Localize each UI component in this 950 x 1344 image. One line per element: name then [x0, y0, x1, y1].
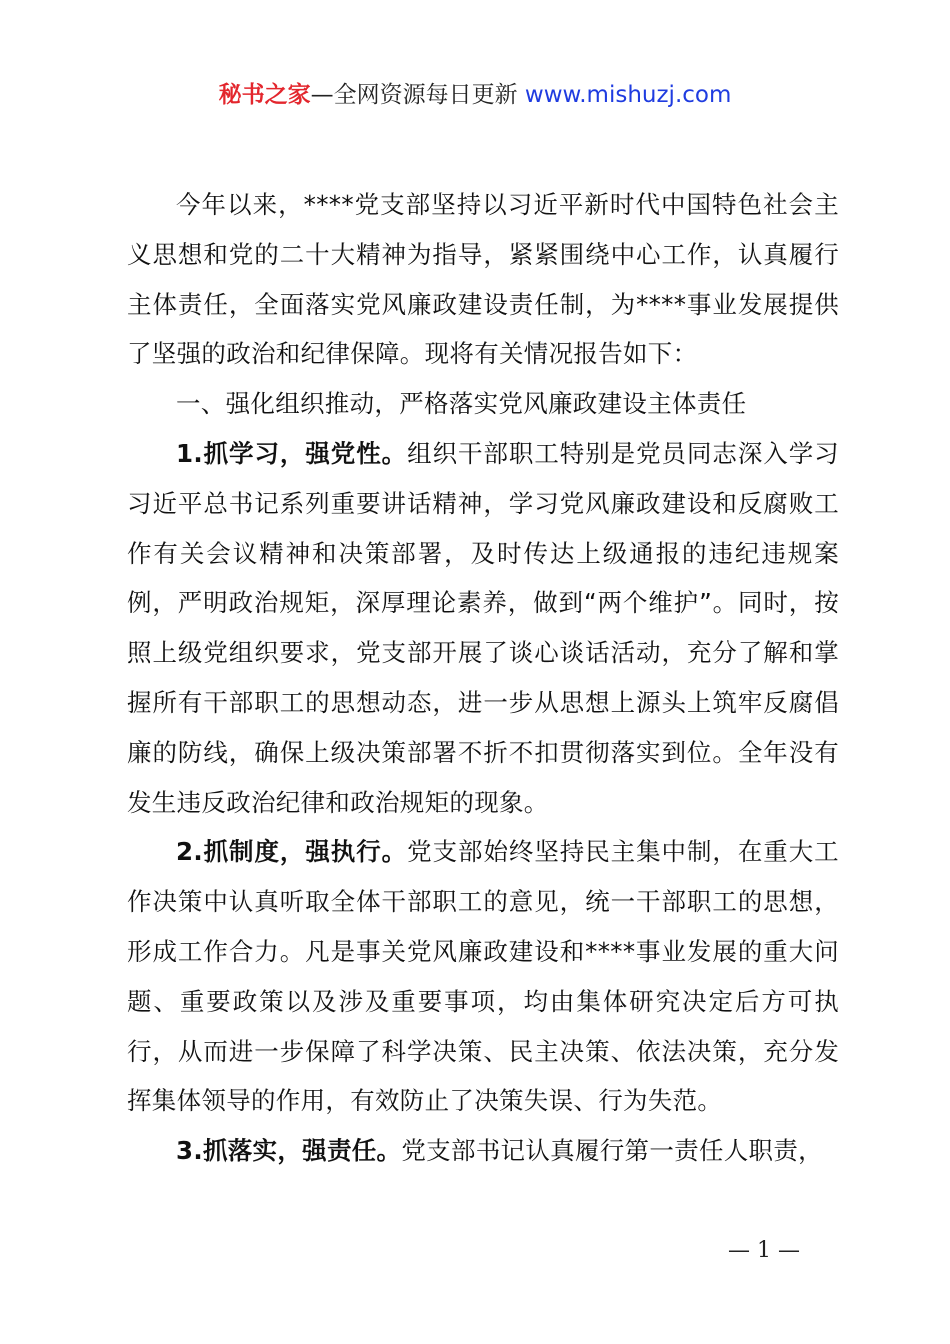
item-paragraph-1 — [127, 429, 839, 827]
document-body — [127, 180, 839, 1176]
section-heading: 一、强化组织推动，严格落实党风廉政建设主体责任 — [176, 389, 747, 419]
item-paragraph-2 — [127, 827, 839, 1126]
item-paragraph-3 — [127, 1126, 839, 1176]
site-url-link[interactable]: www.mishuzj.com — [524, 82, 732, 108]
intro-paragraph: 今年以来，****党支部坚持以习近平新时代中国特色社会主义思想和党的二十大精神为指导，紧紧围绕中心工作，认真履行主体责任，全面落实党风廉政建设责任制，为****事业发展提供了坚强的政治和纪律保障。现将有关情况报告如下： — [127, 190, 839, 369]
item-lead-2: 2.抓制度，强执行。 — [176, 837, 408, 867]
page-header — [0, 78, 950, 112]
item-text-2: 党支部始终坚持民主集中制，在重大工作决策中认真听取全体干部职工的意见，统一干部职工的思想，形成工作合力。凡是事关党风廉政建设和****事业发展的重大问题、重要政策以及涉及重要事项，均由集体研究决定后方可执行，从而进一步保障了科学决策、民主决策、依法决策，充分发挥集体领导的作用，有效防止了决策失误、行为失范。 — [127, 837, 839, 1116]
brand-name: 秘书之家 — [218, 82, 311, 108]
item-lead-3: 3.抓落实，强责任。 — [176, 1136, 402, 1166]
item-lead-1: 1.抓学习，强党性。 — [176, 438, 408, 468]
header-tagline: —全网资源每日更新 — [310, 82, 525, 108]
item-text-3: 党支部书记认真履行第一责任人职责， — [401, 1136, 823, 1166]
page-number: — 1 — — [728, 1238, 800, 1263]
item-text-1: 组织干部职工特别是党员同志深入学习习近平总书记系列重要讲话精神，学习党风廉政建设和反腐败工作有关会议精神和决策部署，及时传达上级通报的违纪违规案例，严明政治规矩，深厚理论素养，做到“两个维护”。同时，按照上级党组织要求，党支部开展了谈心谈话活动，充分了解和掌握所有干部职工的思想动态，进一步从思想上源头上筑牢反腐倡廉的防线，确保上级决策部署不折不扣贯彻落实到位。全年没有发生违反政治纪律和政治规矩的现象。 — [127, 438, 839, 817]
